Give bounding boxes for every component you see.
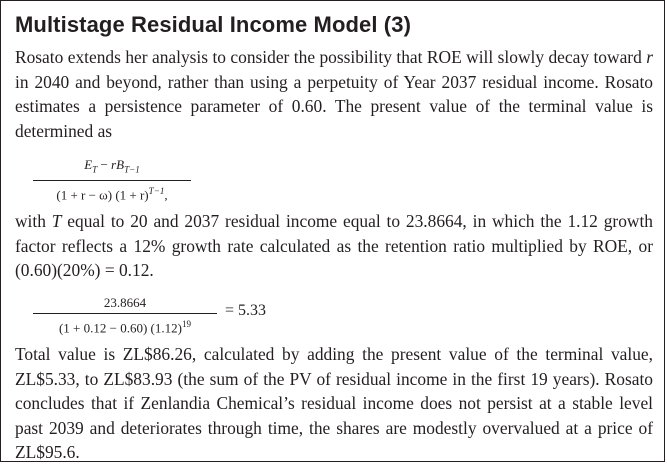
terminal-value-formula xyxy=(33,157,191,203)
t-symbol: T xyxy=(51,211,62,231)
numeric-formula xyxy=(33,295,217,336)
conclusion-paragraph: Total value is ZL$86.26, calculated by adding the present value of the terminal value, ZL$5.33, to ZL$83.93 (the sum of the PV of residual income in the first 19 years). Rosato concludes that if Zenlandia Chemical’s residual income does not persist at a stable level past 2039 and deteriorates through time, the shares are modestly overvalued at a price of ZL$95.6. xyxy=(15,344,653,462)
explanation-paragraph: with T equal to 20 and 2037 residual income equal to 23.8664, in which the 1.12 growth factor reflects a 12% growth rate calculated as the retention ratio multiplied by ROE, or (0.60)(20%) = 0.12. xyxy=(15,211,654,280)
intro-paragraph: Rosato extends her analysis to consider the possibility that ROE will slowly decay toward r in 2040 and beyond, rather than using a perpetuity of Year 2037 residual income. Rosato estimates a persistence parameter of 0.60. The present value of the terminal value is determined as xyxy=(15,47,653,141)
numeric-denominator: (1 + 0.12 − 0.60) $(1.12)^{19}$ xyxy=(33,313,217,336)
section-title: Multistage Residual Income Model (3) xyxy=(15,12,411,37)
formula-numerator: $E_T - rB_{T-1}$ xyxy=(84,157,140,175)
formula-result: = 5.33 xyxy=(225,302,267,319)
r-symbol: r xyxy=(646,47,653,67)
numeric-numerator: 23.8664 xyxy=(103,295,147,310)
formula-denominator: (1 + r − ω) $(1 + r)^{T-1}$, xyxy=(33,180,191,203)
